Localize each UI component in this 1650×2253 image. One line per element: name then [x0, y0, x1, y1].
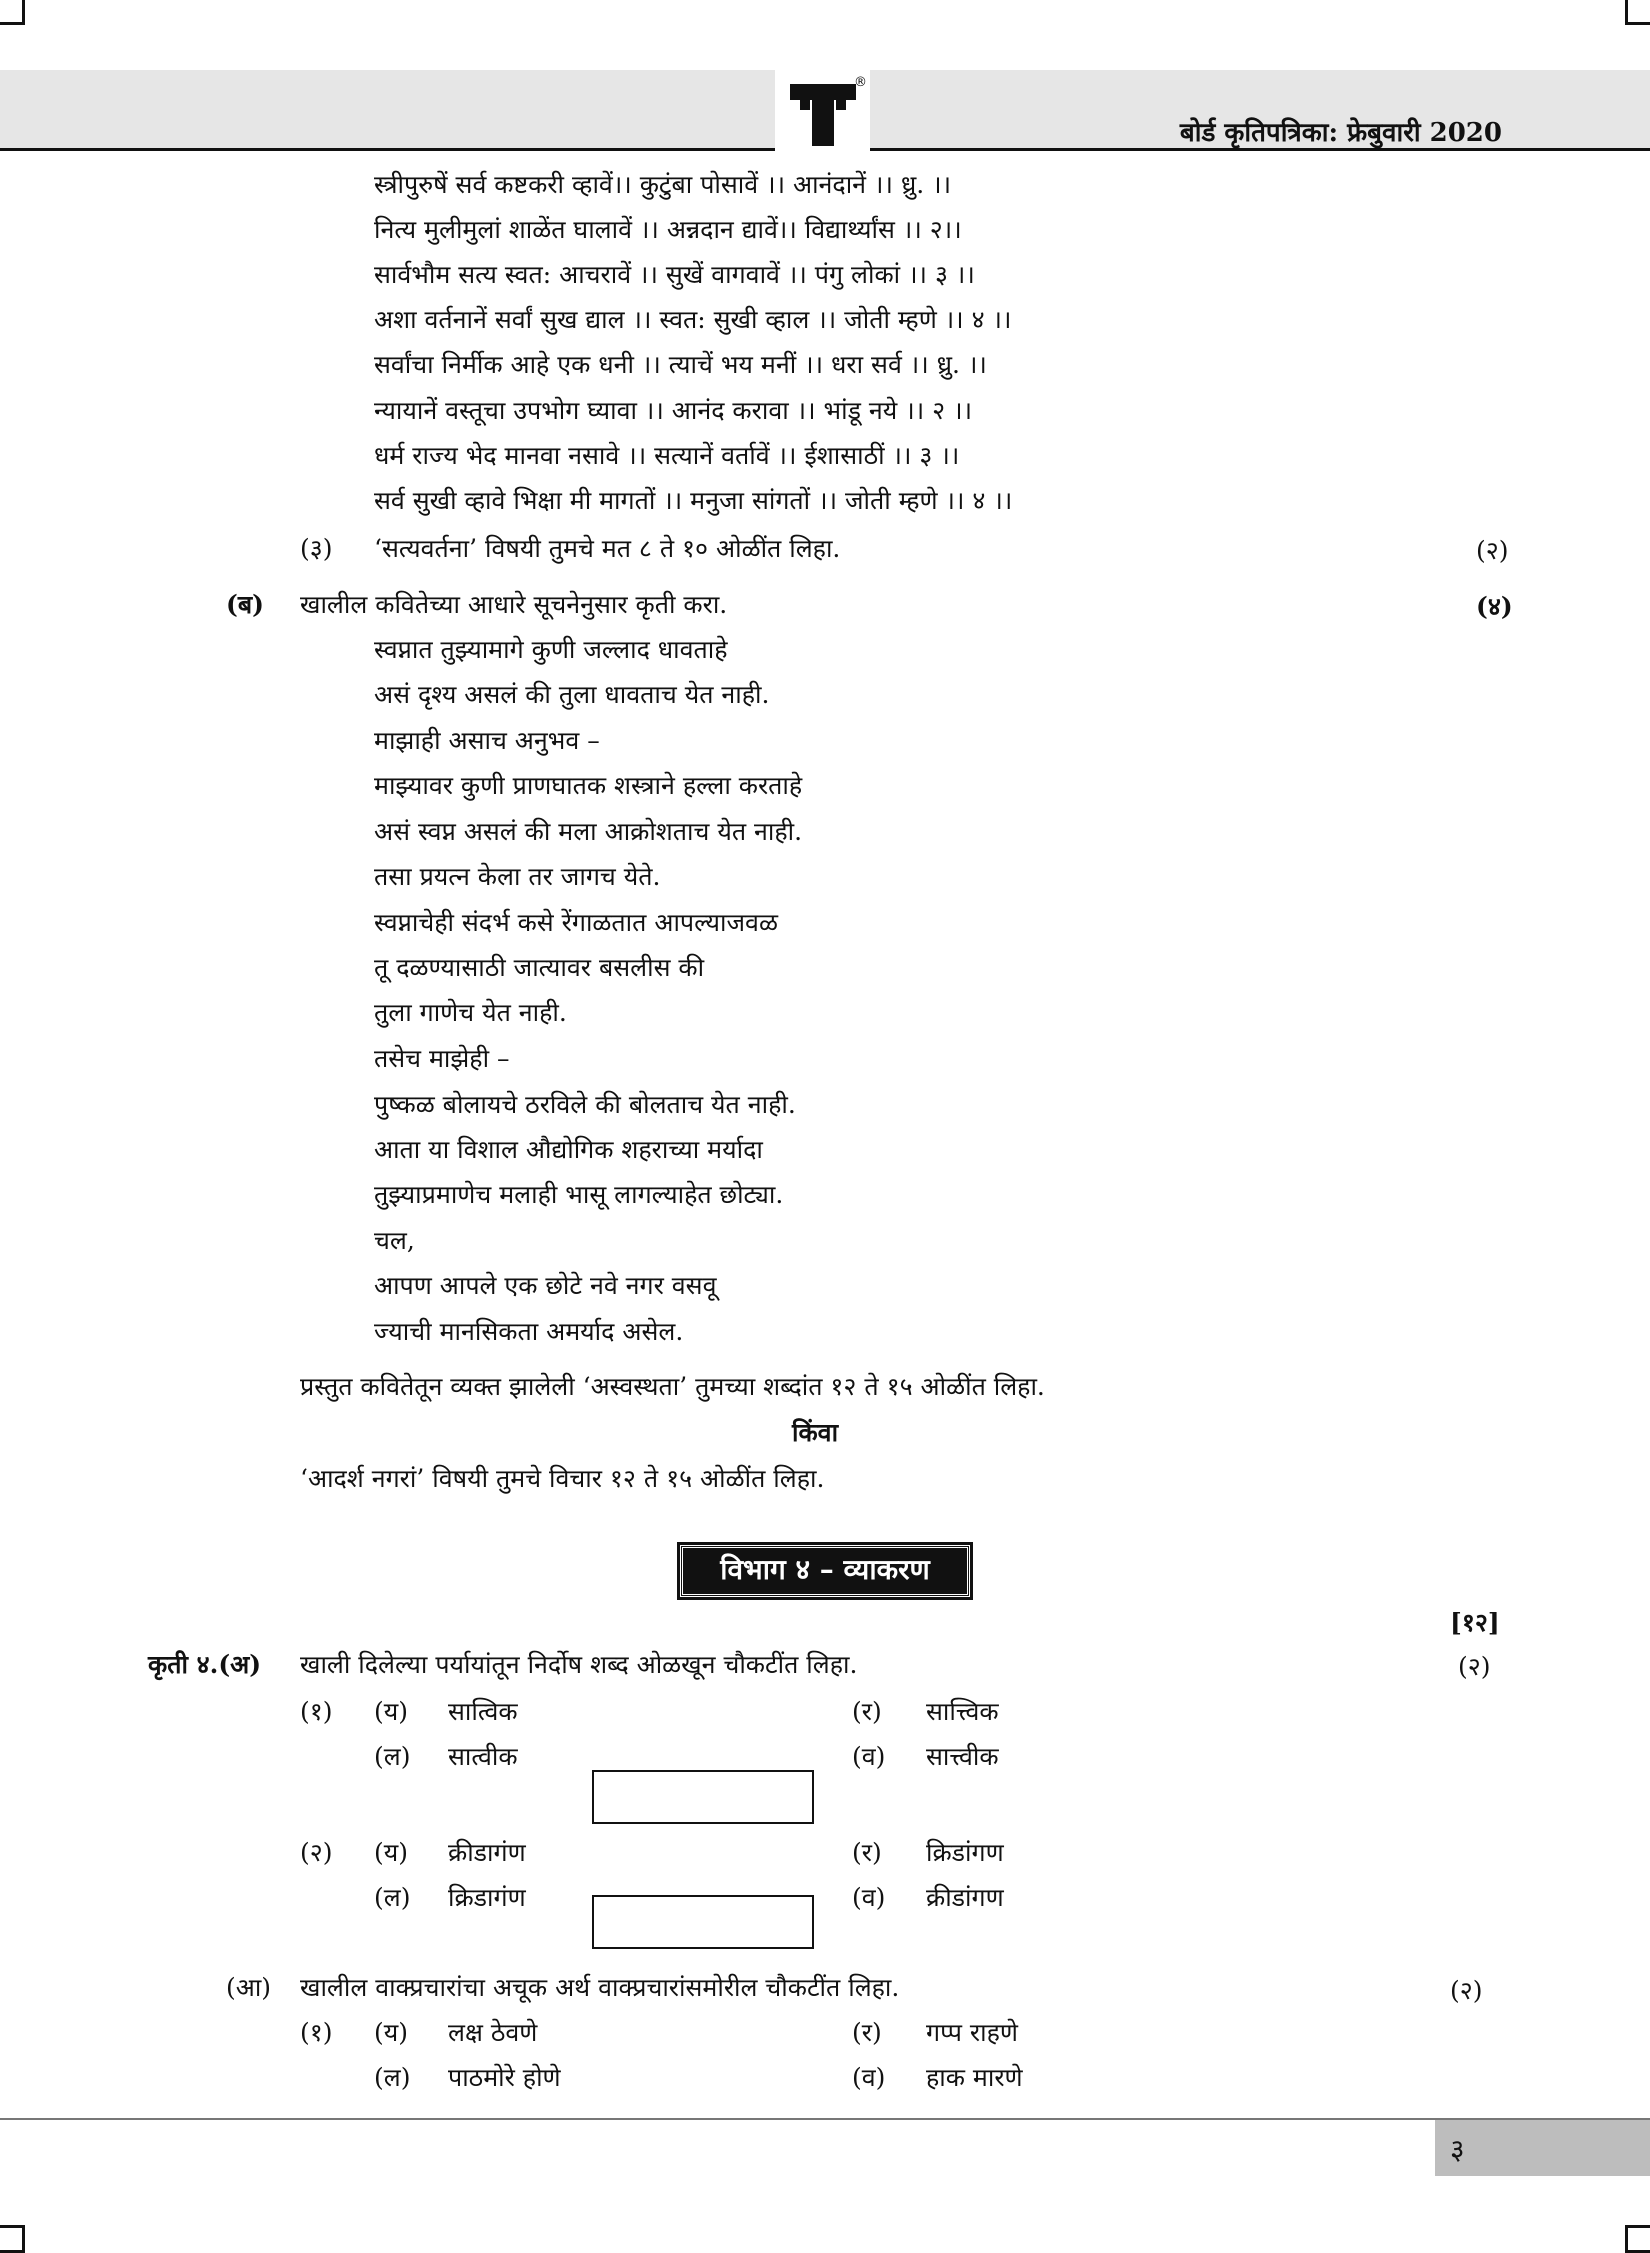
- footer-rule: [0, 2118, 1650, 2120]
- option-value: सात्त्वीक: [926, 1742, 999, 1771]
- poem-2-line: ज्याची मानसिकता अमर्याद असेल.: [374, 1317, 684, 1346]
- poem-2-line: स्वप्नात तुझ्यामागे कुणी जल्लाद धावताहे: [374, 635, 728, 664]
- option-value: लक्ष ठेवणे: [448, 2018, 538, 2047]
- option-value: गप्प राहणे: [926, 2018, 1018, 2047]
- question-b-marks: (४): [1476, 592, 1513, 621]
- poem-2-line: तसा प्रयत्न केला तर जागच येते.: [374, 862, 661, 891]
- option-value: सात्वीक: [448, 1742, 518, 1771]
- option-key: (य): [374, 1697, 409, 1726]
- question-3-number: (३): [300, 534, 333, 563]
- option-key: (य): [374, 2018, 409, 2047]
- kruti-4aa-text: खालील वाक्प्रचारांचा अचूक अर्थ वाक्प्रचारांसमोरील चौकटींत लिहा.: [300, 1973, 900, 2002]
- task-2-text: ‘आदर्श नगरां’ विषयी तुमचे विचार १२ ते १५ ओळींत लिहा.: [300, 1464, 825, 1493]
- question-b-label: (ब): [226, 590, 264, 619]
- option-key: (ल): [374, 1742, 411, 1771]
- header-title: बोर्ड कृतिपत्रिका: फ्रेबुवारी 2020: [1179, 118, 1502, 148]
- poem-1-line: स्त्रीपुरुषें सर्व कष्टकरी व्हावें।। कुटुंबा पोसावें ।। आनंदानें ।। ध्रु. ।।: [374, 170, 952, 199]
- poem-1-line: सार्वभौम सत्य स्वत: आचरावें ।। सुखें वागवावें ।। पंगु लोकां ।। ३ ।।: [374, 260, 975, 289]
- poem-2-line: स्वप्नाचेही संदर्भ कसे रेंगाळतात आपल्याजवळ: [374, 908, 778, 937]
- option-value: क्रिडागंण: [448, 1883, 526, 1912]
- section-4-heading: विभाग ४ – व्याकरण: [680, 1545, 970, 1597]
- crop-mark-bottom-left: [0, 2225, 25, 2253]
- item-number: (१): [300, 1697, 333, 1726]
- crop-mark-top-left: [0, 0, 25, 25]
- option-key: (व): [852, 2063, 886, 2092]
- page-number: ३: [1450, 2133, 1465, 2166]
- or-separator: किंवा: [792, 1418, 839, 1447]
- option-value: पाठमोरे होणे: [448, 2063, 561, 2092]
- publisher-logo-icon: [778, 70, 868, 150]
- question-3-marks: (२): [1476, 536, 1509, 565]
- crop-mark-top-right: [1625, 0, 1650, 25]
- poem-1-line: धर्म राज्य भेद मानवा नसावे ।। सत्यानें वर्तावें ।। ईशासाठीं ।। ३ ।।: [374, 441, 960, 470]
- poem-2-line: माझाही असाच अनुभव –: [374, 726, 600, 755]
- option-value: सात्विक: [448, 1697, 518, 1726]
- footer-band: [1435, 2120, 1650, 2176]
- poem-2-line: चल,: [374, 1226, 415, 1255]
- poem-2-line: आता या विशाल औद्योगिक शहराच्या मर्यादा: [374, 1135, 763, 1164]
- option-value: क्रीडांगण: [926, 1883, 1004, 1912]
- option-key: (य): [374, 1838, 409, 1867]
- poem-2-line: असं दृश्य असलं की तुला धावताच येत नाही.: [374, 680, 770, 709]
- poem-2-line: पुष्कळ बोलायचे ठरविले की बोलताच येत नाही.: [374, 1090, 796, 1119]
- poem-1-line: सर्व सुखी व्हावे भिक्षा मी मागतों ।। मनुजा सांगतों ।। जोती म्हणे ।। ४ ।।: [374, 486, 1013, 515]
- kruti-4aa-label: (आ): [226, 1973, 272, 2002]
- option-value: क्रीडागंण: [448, 1838, 526, 1867]
- task-1-text: प्रस्तुत कवितेतून व्यक्त झालेली ‘अस्वस्थता’ तुमच्या शब्दांत १२ ते १५ ओळींत लिहा.: [300, 1372, 1045, 1401]
- kruti-4a-text: खाली दिलेल्या पर्यायांतून निर्दोष शब्द ओळखून चौकटींत लिहा.: [300, 1650, 858, 1679]
- kruti-4a-label: कृती ४.(अ): [148, 1650, 262, 1679]
- option-key: (व): [852, 1742, 886, 1771]
- poem-1-line: अशा वर्तनानें सर्वां सुख द्याल ।। स्वत: सुखी व्हाल ।। जोती म्हणे ।। ४ ।।: [374, 305, 1012, 334]
- section-4-total-marks: [१२]: [1450, 1608, 1500, 1637]
- item-number: (२): [300, 1838, 333, 1867]
- poem-2-line: माझ्यावर कुणी प्राणघातक शस्त्राने हल्ला करताहे: [374, 771, 803, 800]
- option-key: (व): [852, 1883, 886, 1912]
- option-value: सात्त्विक: [926, 1697, 999, 1726]
- poem-1-line: नित्य मुलीमुलां शाळेंत घालावें ।। अन्नदान द्यावें।। विद्यार्थ्यांस ।। २।।: [374, 215, 962, 244]
- poem-1-line: सर्वांचा निर्मीक आहे एक धनी ।। त्याचें भय मनीं ।। धरा सर्व ।। ध्रु. ।।: [374, 350, 987, 379]
- answer-box[interactable]: [592, 1895, 814, 1949]
- kruti-4a-marks: (२): [1458, 1652, 1491, 1681]
- option-key: (र): [852, 1838, 882, 1867]
- header-rule-left: [0, 148, 775, 151]
- option-key: (र): [852, 2018, 882, 2047]
- option-value: हाक मारणे: [926, 2063, 1023, 2092]
- crop-mark-bottom-right: [1625, 2225, 1650, 2253]
- svg-text:®: ®: [854, 75, 867, 90]
- poem-2-line: तुझ्याप्रमाणेच मलाही भासू लागल्याहेत छोट्या.: [374, 1180, 784, 1209]
- item-number: (१): [300, 2018, 333, 2047]
- question-b-text: खालील कवितेच्या आधारे सूचनेनुसार कृती करा.: [300, 590, 728, 619]
- poem-2-line: तुला गाणेच येत नाही.: [374, 998, 567, 1027]
- question-3-text: ‘सत्यवर्तना’ विषयी तुमचे मत ८ ते १० ओळींत लिहा.: [374, 534, 841, 563]
- option-value: क्रिडांगण: [926, 1838, 1004, 1867]
- poem-2-line: आपण आपले एक छोटे नवे नगर वसवू: [374, 1271, 717, 1300]
- answer-box[interactable]: [592, 1770, 814, 1824]
- option-key: (ल): [374, 2063, 411, 2092]
- poem-2-line: असं स्वप्न असलं की मला आक्रोशताच येत नाही.: [374, 817, 803, 846]
- header-band-left: [0, 70, 775, 150]
- option-key: (र): [852, 1697, 882, 1726]
- poem-1-line: न्यायानें वस्तूचा उपभोग घ्यावा ।। आनंद करावा ।। भांडू नये ।। २ ।।: [374, 396, 973, 425]
- poem-2-line: तसेच माझेही –: [374, 1044, 510, 1073]
- kruti-4aa-marks: (२): [1450, 1976, 1483, 2005]
- option-key: (ल): [374, 1883, 411, 1912]
- poem-2-line: तू दळण्यासाठी जात्यावर बसलीस की: [374, 953, 705, 982]
